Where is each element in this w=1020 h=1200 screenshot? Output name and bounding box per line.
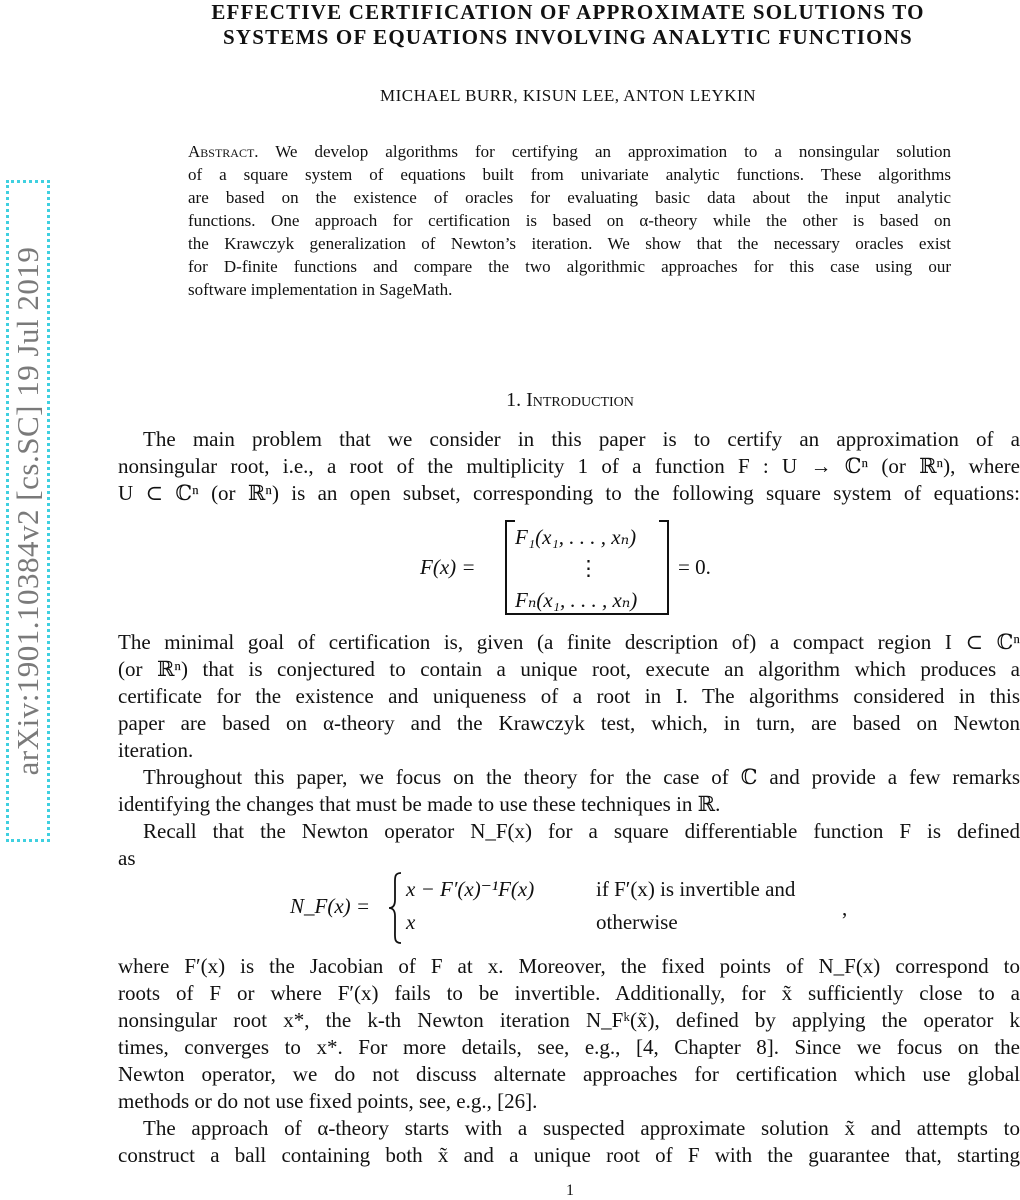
body-line: certificate for the existence and uniqueness of a root in I. The algorithms considered in this — [118, 684, 1020, 708]
matrix-row: F₁(x₁, . . . , xₙ) — [515, 525, 637, 549]
body-line: nonsingular root, i.e., a root of the multiplicity 1 of a function F : U → ℂⁿ (or ℝⁿ), where — [118, 454, 1020, 478]
abstract-line: for D-finite functions and compare the two algorithmic approaches for this case using our — [188, 257, 951, 276]
paper-title-line-1: EFFECTIVE CERTIFICATION OF APPROXIMATE SOLUTIONS TO — [211, 0, 925, 24]
body-line: Recall that the Newton operator N_F(x) for a square differentiable function F is defined — [143, 819, 1020, 843]
section-number: 1. — [506, 389, 522, 411]
abstract-line: are based on the existence of oracles for evaluating basic data about the input analytic — [188, 188, 951, 207]
body-line: (or ℝⁿ) that is conjectured to contain a unique root, execute an algorithm which produces a — [118, 657, 1020, 681]
abstract-line: software implementation in SageMath. — [188, 280, 453, 299]
equation-rhs: = 0. — [678, 555, 711, 579]
body-line: nonsingular root x*, the k-th Newton iteration N_Fᵏ(x̃), defined by applying the operator k — [118, 1008, 1020, 1032]
body-line: The main problem that we consider in this paper is to certify an approximation of a — [143, 427, 1020, 451]
body-line: roots of F or where F′(x) fails to be invertible. Additionally, for x̃ sufficiently close to a — [118, 981, 1020, 1005]
body-line: times, converges to x*. For more details, see, e.g., [4, Chapter 8]. Since we focus on the — [118, 1035, 1020, 1059]
body-line: paper are based on α-theory and the Krawczyk test, which, in turn, are based on Newton — [118, 711, 1020, 735]
abstract-line: functions. One approach for certification is based on α-theory while the other is based on — [188, 211, 951, 230]
body-line: where F′(x) is the Jacobian of F at x. Moreover, the fixed points of N_F(x) correspond to — [118, 954, 1020, 978]
body-line: construct a ball containing both x̃ and a unique root of F with the guarantee that, starting — [118, 1143, 1020, 1167]
section-title: Introduction — [526, 389, 634, 411]
body-line: The minimal goal of certification is, given (a finite description of) a compact region I ⊂ ℂⁿ — [118, 630, 1020, 654]
body-line: as — [118, 846, 136, 870]
arxiv-id: arXiv:1901.10384v2 [cs.SC] 19 Jul 2019 — [10, 246, 45, 776]
body-line: Newton operator, we do not discuss alternate approaches for certification which use global — [118, 1062, 1020, 1086]
paper-title-line-2: SYSTEMS OF EQUATIONS INVOLVING ANALYTIC FUNCTIONS — [223, 25, 913, 49]
body-line: The approach of α-theory starts with a suspected approximate solution x̃ and attempts to — [143, 1116, 1020, 1140]
body-line: U ⊂ ℂⁿ (or ℝⁿ) is an open subset, corresponding to the following square system of equations: — [118, 481, 1020, 505]
body-line: Throughout this paper, we focus on the theory for the case of ℂ and provide a few remarks — [143, 765, 1020, 789]
abstract-line: the Krawczyk generalization of Newton’s iteration. We show that the necessary oracles exist — [188, 234, 951, 253]
abstract-text: We develop algorithms for certifying an approximation to a nonsingular solution — [275, 142, 951, 161]
section-heading — [0, 388, 1020, 412]
abstract-line — [188, 140, 951, 163]
case-expression: x − F′(x)⁻¹F(x) — [406, 877, 535, 901]
page-number: 1 — [566, 1182, 574, 1199]
authors: MICHAEL BURR, KISUN LEE, ANTON LEYKIN — [380, 86, 756, 105]
body-line: iteration. — [118, 738, 194, 762]
equation-lhs: N_F(x) = — [290, 894, 371, 918]
arxiv-stamp — [6, 180, 50, 842]
matrix-row: ⋮ — [578, 556, 599, 580]
body-line: methods or do not use fixed points, see, e.g., [26]. — [118, 1089, 538, 1113]
equation-comma: , — [842, 896, 848, 920]
case-condition: otherwise — [596, 910, 678, 934]
matrix-row: Fₙ(x₁, . . . , xₙ) — [515, 588, 638, 612]
abstract-label: Abstract. — [188, 142, 259, 161]
case-condition: if F′(x) is invertible and — [596, 877, 796, 901]
equation-lhs: F(x) = — [420, 555, 476, 579]
case-expression: x — [406, 910, 416, 934]
abstract-line: of a square system of equations built from univariate analytic functions. These algorithms — [188, 165, 951, 184]
body-line: identifying the changes that must be made to use these techniques in ℝ. — [118, 792, 721, 816]
brace-icon — [388, 872, 402, 944]
